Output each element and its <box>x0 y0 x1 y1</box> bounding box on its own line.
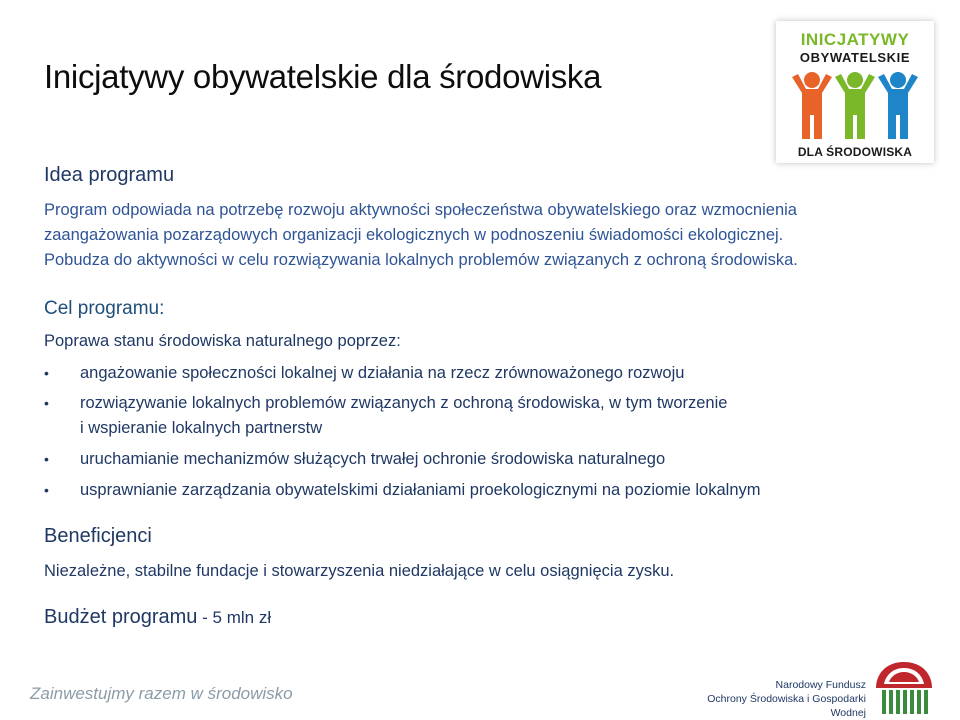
budget-line <box>44 606 271 629</box>
fund-emblem-icon <box>872 660 936 718</box>
goal-heading: Cel programu: <box>44 298 165 319</box>
goal-intro: Poprawa stanu środowiska naturalnego poprzez: <box>44 332 401 350</box>
bullet-marker: • <box>44 451 49 467</box>
slide-title: Inicjatywy obywatelskie dla środowiska <box>44 58 602 95</box>
goal-bullet-text: angażowanie społeczności lokalnej w działania na rzecz zrównoważonego rozwoju <box>80 364 685 382</box>
budget-label: Budżet programu <box>44 606 198 628</box>
people-figures-icon <box>788 69 922 143</box>
bullet-marker: • <box>44 395 49 411</box>
fund-name <box>690 678 866 720</box>
goal-bullet-text: uruchamianie mechanizmów służących trwałej ochronie środowiska naturalnego <box>80 450 666 468</box>
logo-line-1: INICJATYWY <box>800 30 910 49</box>
beneficiaries-text: Niezależne, stabilne fundacje i stowarzyszenia niedziałające w celu osiągnięcia zysku. <box>44 562 675 580</box>
bullet-marker: • <box>44 482 49 498</box>
footer-slogan: Zainwestujmy razem w środowisko <box>30 684 293 703</box>
logo-line-3: DLA ŚRODOWISKA <box>797 145 913 159</box>
fund-name-line-2: Ochrony Środowiska i Gospodarki Wodnej <box>707 693 866 719</box>
beneficiaries-heading: Beneficjenci <box>44 525 152 547</box>
logo-line-2: OBYWATELSKIE <box>799 50 911 65</box>
goal-bullet-text: rozwiązywanie lokalnych problemów związanych z ochroną środowiska, w tym tworzenie <box>80 394 728 412</box>
idea-line-3: Pobudza do aktywności w celu rozwiązywania lokalnych problemów związanych z ochroną środowiska. <box>44 251 798 269</box>
idea-line-1: Program odpowiada na potrzebę rozwoju aktywności społeczeństwa obywatelskiego oraz wzmocnienia <box>44 201 797 219</box>
goal-bullet-text: usprawnianie zarządzania obywatelskimi działaniami proekologicznymi na poziomie lokalnym <box>80 481 761 499</box>
idea-line-2: zaangażowania pozarządowych organizacji ekologicznych w podnoszeniu świadomości ekologicznej. <box>44 226 784 244</box>
bullet-marker: • <box>44 365 49 381</box>
fund-logo <box>690 660 952 718</box>
goal-bullet-text: i wspieranie lokalnych partnerstw <box>80 419 323 437</box>
program-logo <box>776 21 934 163</box>
fund-name-line-1: Narodowy Fundusz <box>775 679 866 691</box>
idea-heading: Idea programu <box>44 164 175 186</box>
budget-value: - 5 mln zł <box>197 608 272 627</box>
